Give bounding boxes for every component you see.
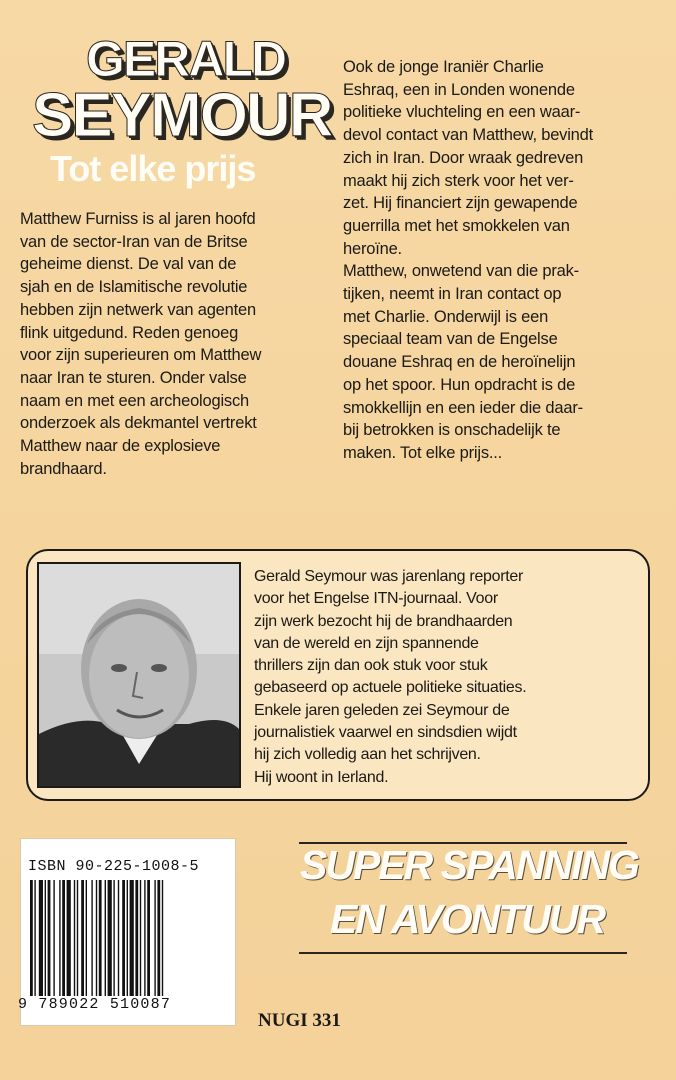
- author-bio-text: Gerald Seymour was jarenlang reporter voor het Engelse ITN-journaal. Voor zijn werk bezocht hij de brandhaarden van de wereld en zijn spannende thrillers zijn dan ook stuk voor stuk gebaseerd op actuele politieke situaties. Enkele jaren geleden zei Seymour de journalistiek vaarwel en sindsdien wijdt hij zich volledig aan het schrijven. Hij woont in Ierland.: [254, 568, 527, 786]
- isbn-number: ISBN 90-225-1008-5: [28, 858, 200, 875]
- slogan-bottom-rule: [299, 952, 627, 954]
- author-first-name: GERALD: [86, 31, 286, 87]
- book-title: Tot elke prijs: [50, 148, 256, 189]
- author-photo: [37, 562, 241, 788]
- author-last-name: SEYMOUR: [32, 81, 332, 150]
- barcode: [26, 880, 226, 996]
- blurb-right-column: Ook de jonge Iraniër Charlie Eshraq, een in Londen wonende politieke vluchteling en een waar- devol contact van Matthew, bevindt zich in Iran. Door wraak gedreven maakt hij zich sterk voor het ver- zet. Hij financiert zijn gewapende guerrilla met het smokkelen van heroïne. Matthew, onwetend van die prak- tijken, neemt in Iran contact op met Charlie. Onderwijl is een speciaal team van de Engelse douane Eshraq en de heroïnelijn op het spoor. Hun opdracht is de smokkellijn en een ieder die daar- bij betrokken is onschadelijk te maken. Tot elke prijs...: [343, 58, 594, 462]
- nugi-code: NUGI 331: [258, 1010, 341, 1031]
- blurb-left-column: Matthew Furniss is al jaren hoofd van de sector-Iran van de Britse geheime dienst. De val van de sjah en de Islamitische revolutie hebben zijn netwerk van agenten flink uitgedund. Reden genoeg voor zijn superieuren om Matthew naar Iran te sturen. Onder valse naam en met een archeologisch onderzoek als dekmantel vertrekt Matthew naar de explosieve brandhaard.: [20, 210, 262, 478]
- slogan-line-2: EN AVONTUUR: [330, 896, 605, 942]
- ean-number: 9 789022 510087: [18, 996, 172, 1013]
- slogan-line-1: SUPER SPANNING: [300, 842, 639, 888]
